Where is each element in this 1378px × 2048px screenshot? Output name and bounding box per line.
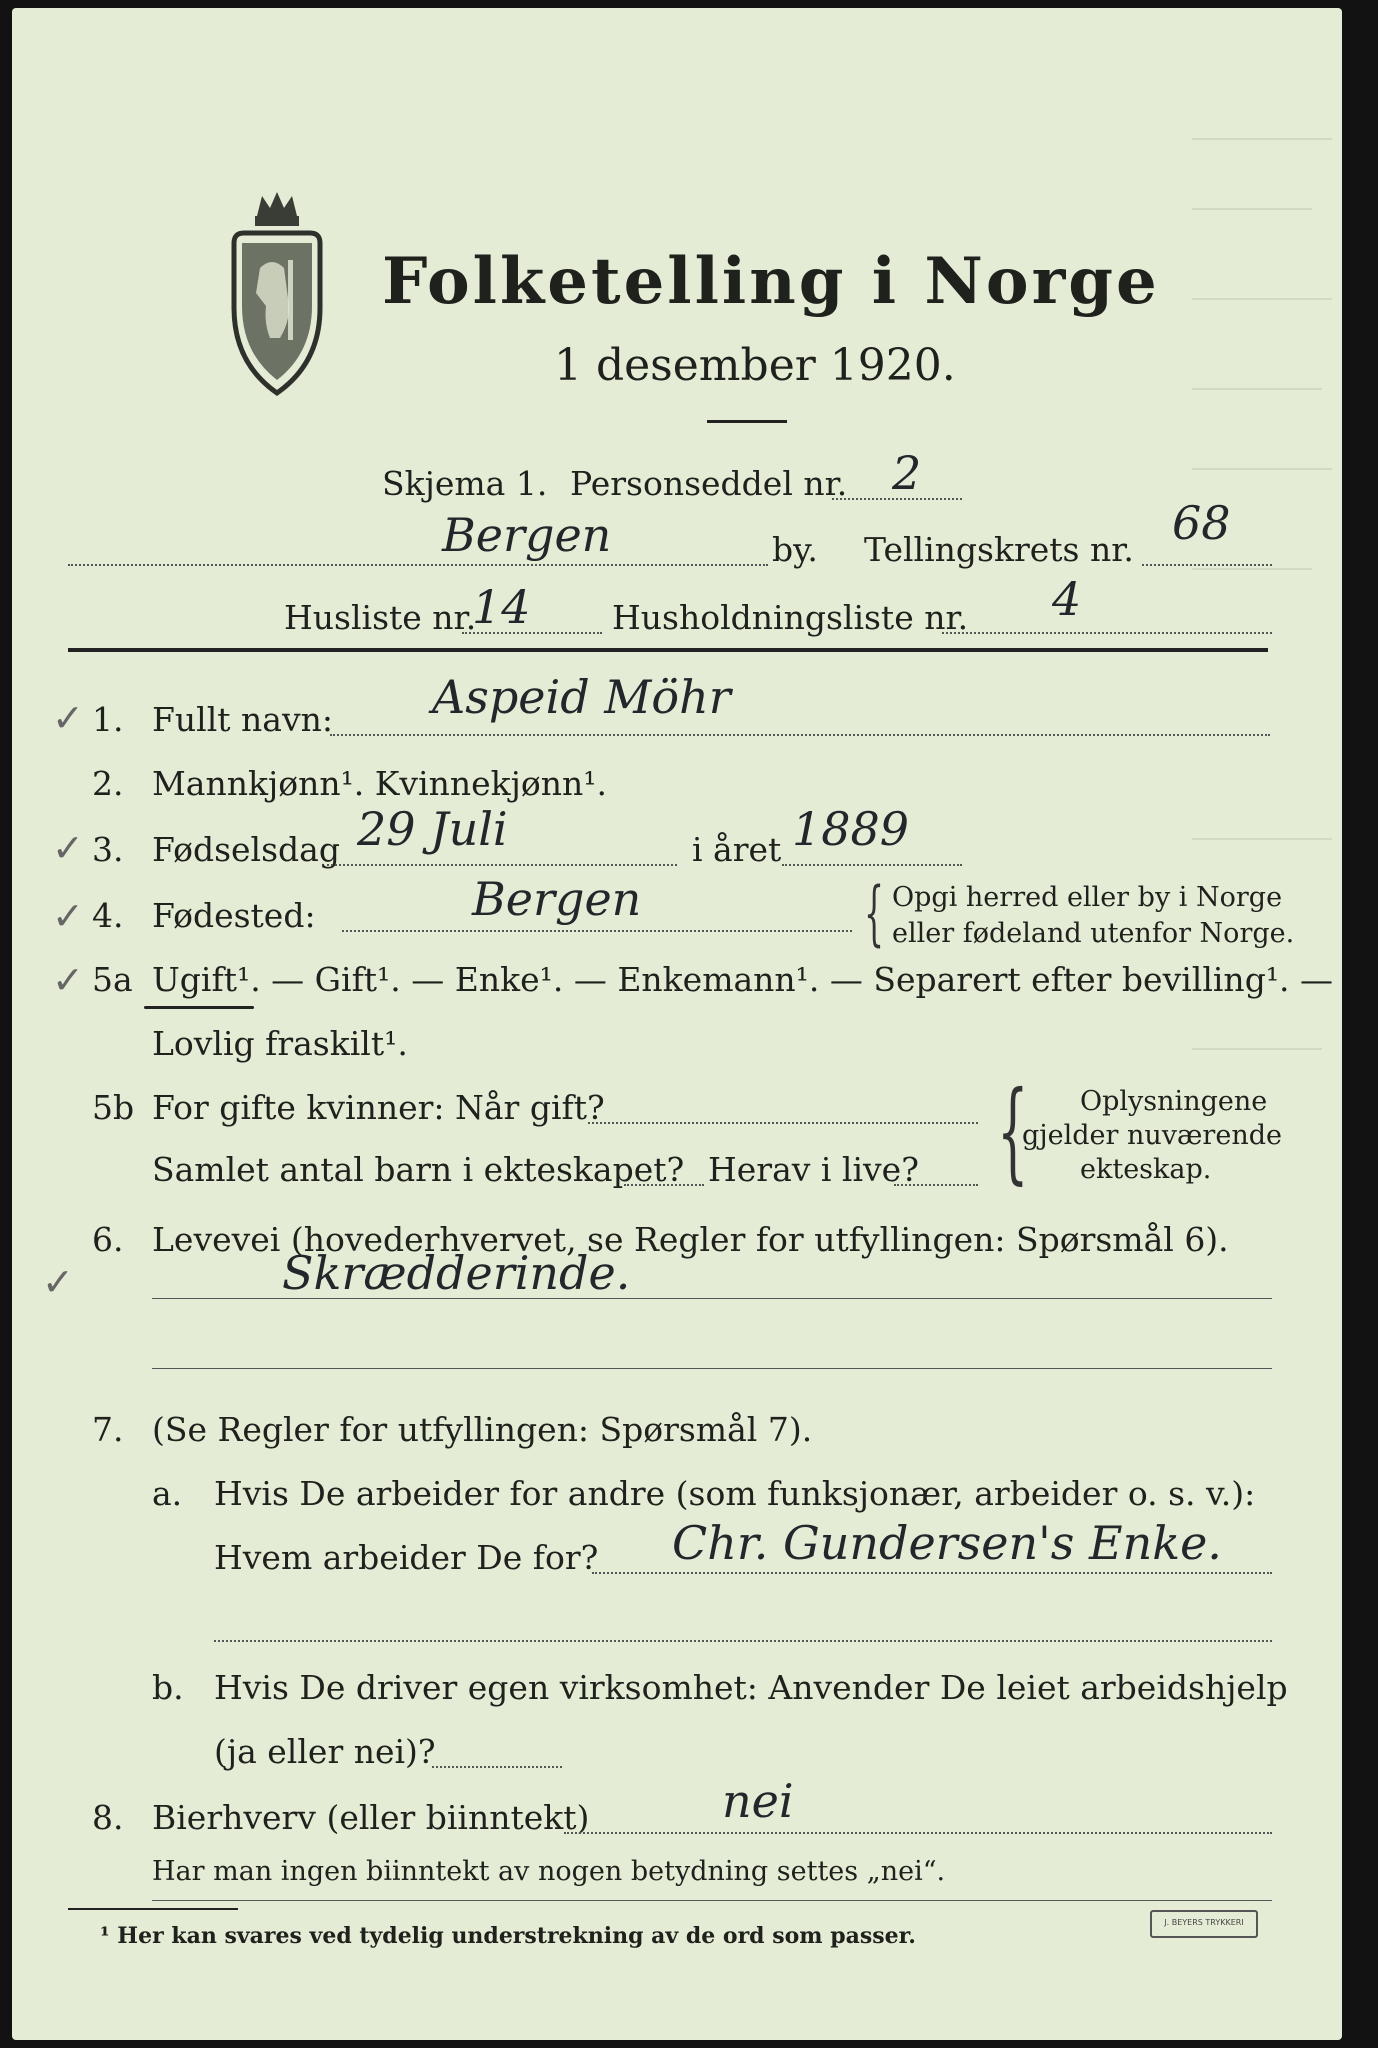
tellingskrets-line [1142,564,1272,566]
footer-note: Har man ingen biinntekt av nogen betydning settes „nei“. [152,1856,946,1887]
printer-stamp [1150,1910,1258,1938]
q5a-number: 5a [92,960,133,999]
q5a-underline [144,1006,254,1009]
personseddel-label: Personseddel nr. [570,464,848,503]
check-mark-5a: ✓ [52,958,84,1002]
check-mark-6: ✓ [42,1260,74,1304]
q5b-number: 5b [92,1088,135,1127]
q3-year-label: i året [692,830,782,869]
q2-number: 2. [92,764,124,803]
skjema-label: Skjema 1. [382,464,548,503]
q5b-line-3 [894,1184,978,1186]
personseddel-value[interactable]: 2 [892,446,922,500]
q6-value[interactable]: Skrædderinde. [282,1246,631,1300]
q7a-value[interactable]: Chr. Gundersen's Enke. [672,1516,1222,1570]
q7-number: 7. [92,1410,124,1449]
q5b-label: For gifte kvinner: Når gift? [152,1088,605,1127]
q8-line [564,1832,1272,1834]
q5a-label: Ugift¹. — Gift¹. — Enke¹. — Enkemann¹. — Separert efter bevilling¹. — [152,960,1334,999]
q8-value[interactable]: nei [722,1774,794,1828]
q5b-note-1: Oplysningene [1080,1086,1268,1117]
q4-line [342,930,852,932]
q4-note-1: Opgi herred eller by i Norge [892,882,1283,913]
q7a-line [592,1572,1272,1574]
q8-label: Bierhverv (eller biinntekt) [152,1798,590,1837]
husliste-value[interactable]: 14 [472,580,531,634]
check-mark-3: ✓ [52,826,84,870]
q7a-number: a. [152,1474,183,1513]
q7a-line-2 [214,1640,1272,1642]
q5a-label-2: Lovlig fraskilt¹. [152,1024,408,1063]
check-mark-1: ✓ [52,696,84,740]
census-date: 1 desember 1920. [554,340,956,391]
q5b-note-3: ekteskap. [1080,1154,1212,1185]
husliste-label: Husliste nr. [284,598,477,637]
q3-year-value[interactable]: 1889 [792,802,910,856]
q1-value[interactable]: Aspeid Möhr [432,670,731,724]
q4-label: Fødested: [152,896,316,935]
q8-number: 8. [92,1798,124,1837]
bleed-through [1192,8,1342,2040]
footnote-divider [68,1908,238,1910]
q5b-label-2: Samlet antal barn i ekteskapet? [152,1150,685,1189]
q5b-line-2 [624,1184,704,1186]
printer-stamp-text: J. BEYERS TRYKKERI [1164,1918,1244,1927]
tellingskrets-value[interactable]: 68 [1172,496,1231,550]
q3-year-line [782,864,962,866]
by-label: by. [772,530,818,569]
q4-note-2: eller fødeland utenfor Norge. [892,918,1295,949]
q7a-label: Hvis De arbeider for andre (som funksjonær, arbeider o. s. v.): [214,1474,1256,1513]
header-divider [68,648,1268,652]
footnote: ¹ Her kan svares ved tydelig understrekning av de ord som passer. [100,1923,916,1949]
q7a-label-2: Hvem arbeider De for? [214,1538,599,1577]
q3-label: Fødselsdag [152,830,340,869]
q3-number: 3. [92,830,124,869]
q6-number: 6. [92,1220,124,1259]
q7b-line [432,1766,562,1768]
husholdning-label: Husholdningsliste nr. [612,598,969,637]
q8-line-2 [152,1900,1272,1901]
q4-number: 4. [92,896,124,935]
q6-line-2 [152,1368,1272,1369]
husholdning-line [942,632,1272,634]
q4-brace: { [864,872,885,954]
census-form [12,8,1342,2040]
q5b-brace: { [997,1067,1029,1195]
q7b-label: Hvis De driver egen virksomhet: Anvender De leiet arbeidshjelp [214,1668,1288,1707]
q2-label: Mannkjønn¹. Kvinnekjønn¹. [152,764,607,803]
q3-value[interactable]: 29 Juli [357,802,508,856]
tellingskrets-label: Tellingskrets nr. [864,530,1134,569]
norway-coat-of-arms-icon [222,188,332,398]
q7b-number: b. [152,1668,184,1707]
q7b-label-2: (ja eller nei)? [214,1732,436,1771]
q6-label: Levevei (hovederhvervet, se Regler for utfyllingen: Spørsmål 6). [152,1220,1229,1259]
form-title: Folketelling i Norge [382,244,1160,319]
q3-line [327,864,677,866]
title-divider [707,420,787,423]
by-value[interactable]: Bergen [442,508,612,562]
by-line [68,564,768,566]
q5b-note-2: gjelder nuværende [1022,1120,1282,1151]
check-mark-4: ✓ [52,894,84,938]
q5b-line [588,1122,978,1124]
q1-number: 1. [92,700,124,739]
q1-label: Fullt navn: [152,700,333,739]
q5b-label-3: Herav i live? [708,1150,919,1189]
q4-value[interactable]: Bergen [472,872,642,926]
q1-line [330,734,1270,736]
q7-label: (Se Regler for utfyllingen: Spørsmål 7). [152,1410,813,1449]
husholdning-value[interactable]: 4 [1052,572,1082,626]
